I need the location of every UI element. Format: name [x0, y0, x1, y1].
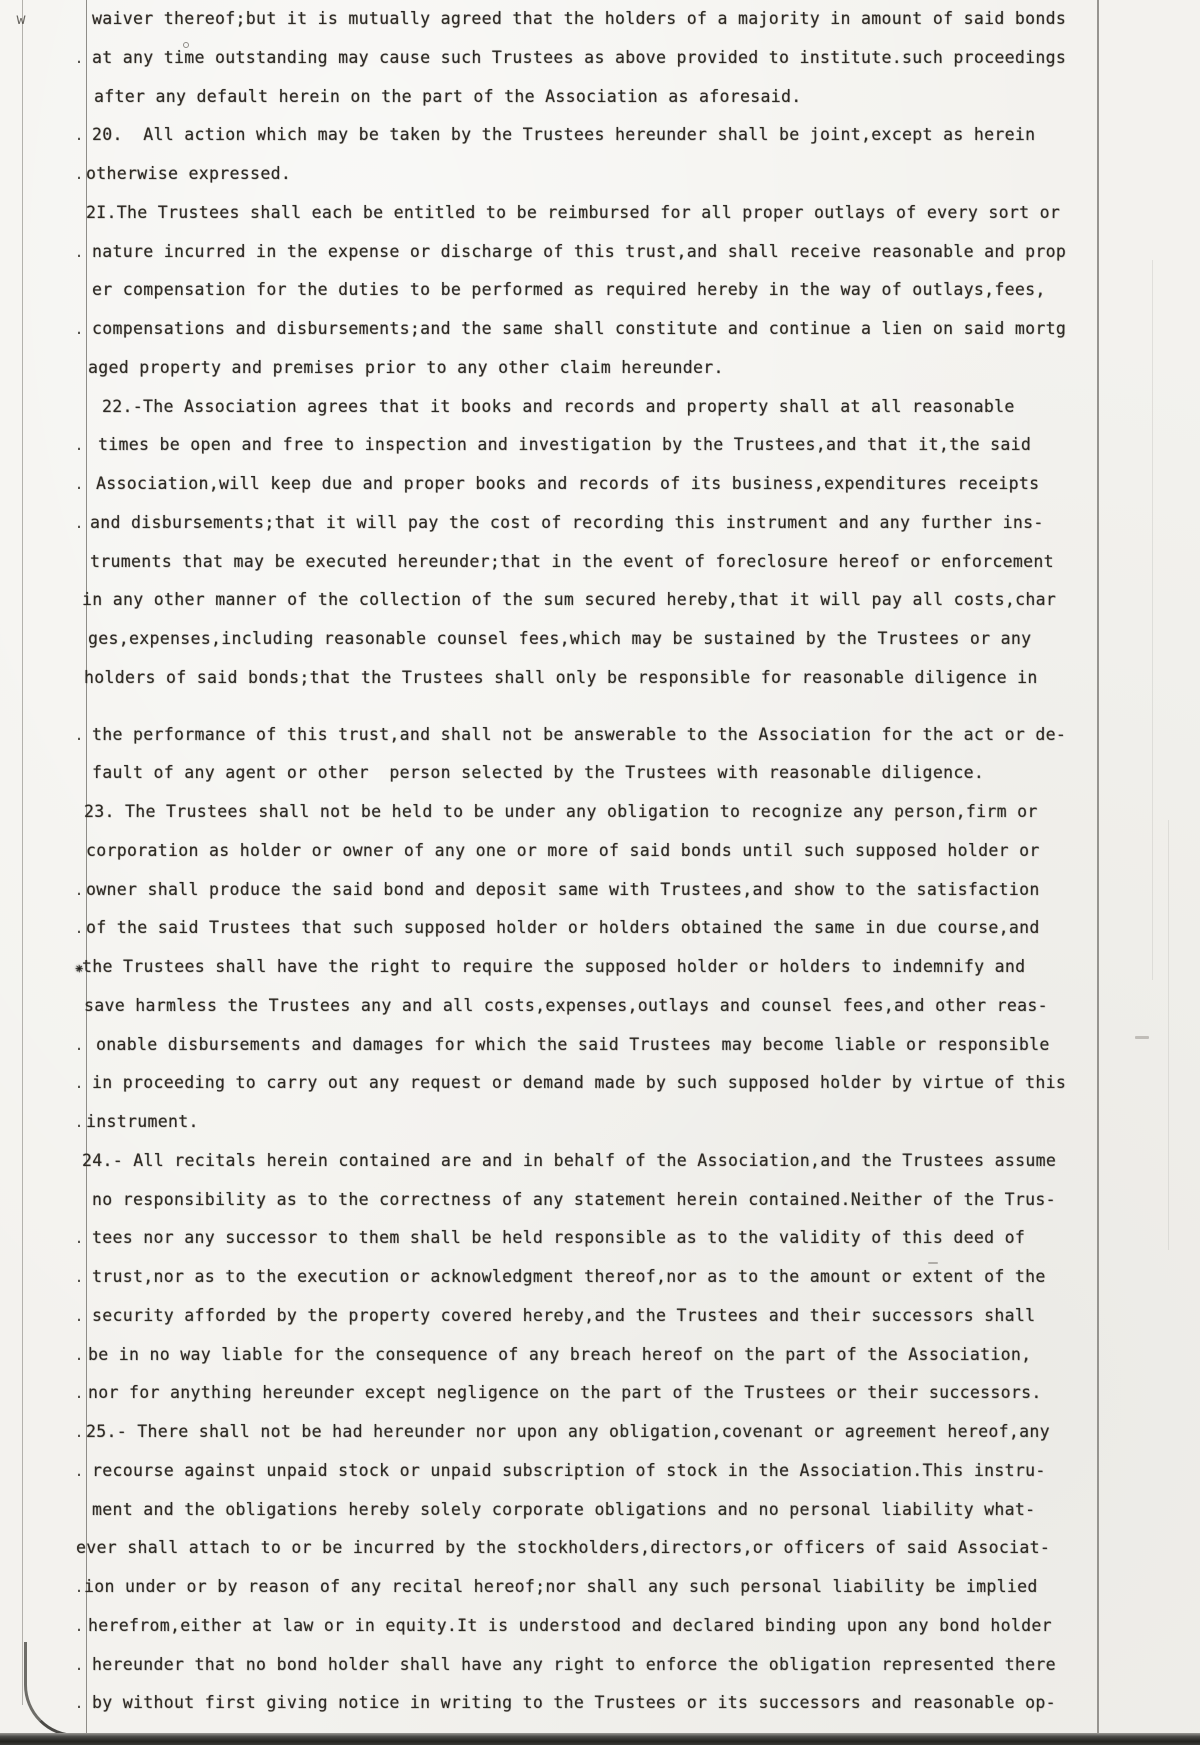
margin-mark: .	[74, 1306, 84, 1325]
document-line	[66, 543, 1126, 582]
document-line	[66, 1026, 1126, 1065]
margin-mark: .	[74, 1384, 84, 1403]
line-text: no responsibility as to the correctness of any statement herein contained.Neither of the Trus-	[92, 1189, 1056, 1209]
line-text: fault of any agent or other person selected by the Trustees with reasonable diligence.	[92, 763, 985, 783]
line-text: ever shall attach to or be incurred by the stockholders,directors,or officers of said Associat-	[76, 1538, 1051, 1558]
margin-mark: .	[74, 1461, 84, 1480]
document-line	[66, 620, 1126, 659]
margin-mark: .	[74, 48, 84, 67]
line-text: instrument.	[86, 1112, 199, 1131]
margin-mark: .	[74, 880, 84, 899]
line-text: 25.- There shall not be had hereunder nor upon any obligation,covenant or agreement hereof,any	[86, 1422, 1050, 1441]
margin-mark: .	[74, 436, 84, 455]
line-text: nature incurred in the expense or discharge of this trust,and shall receive reasonable and prop	[92, 241, 1067, 261]
document-line	[66, 39, 1126, 78]
document-line	[66, 659, 1126, 698]
line-text: hereunder that no bond holder shall have any right to enforce the obligation represented there	[92, 1654, 1056, 1674]
margin-mark: .	[74, 1268, 84, 1286]
margin-mark: .	[74, 1345, 84, 1364]
line-text: er compensation for the duties to be performed as required hereby in the way of outlays,fees,	[92, 280, 1046, 300]
line-text: times be open and free to inspection and investigation by the Trustees,and that it,the said	[98, 435, 1032, 455]
margin-mark: .	[74, 725, 84, 744]
document-line	[66, 1413, 1126, 1452]
document-line	[66, 426, 1126, 465]
document-line	[66, 581, 1126, 620]
document-line	[66, 754, 1126, 793]
margin-mark: .	[74, 126, 84, 145]
margin-mark: .	[74, 1616, 84, 1635]
line-text: Association,will keep due and proper books and records of its business,expenditures receipts	[96, 474, 1040, 493]
line-text: of the said Trustees that such supposed holder or holders obtained the same in due course,and	[86, 918, 1040, 938]
document-line	[66, 1374, 1126, 1413]
page-corner-curve	[24, 1642, 147, 1737]
margin-mark: .	[74, 1423, 84, 1441]
document-line	[66, 1258, 1126, 1297]
document-line	[66, 1336, 1126, 1375]
document-line	[66, 1219, 1126, 1258]
line-text: holders of said bonds;that the Trustees shall only be responsible for reasonable diligence in	[84, 667, 1038, 687]
document-line	[66, 1491, 1126, 1530]
line-text: ment and the obligations hereby solely corporate obligations and no personal liability what-	[92, 1499, 1036, 1519]
line-text: compensations and disbursements;and the same shall constitute and continue a lien on said mortg	[92, 319, 1067, 338]
line-text: corporation as holder or owner of any one or more of said bonds until such supposed holder or	[86, 840, 1040, 860]
document-text	[16, 0, 1126, 1723]
scan-speck	[928, 1262, 938, 1264]
line-text: ion under or by reason of any recital hereof;nor shall any such personal liability be implied	[84, 1577, 1038, 1596]
margin-mark: .	[74, 1578, 84, 1596]
document-line	[66, 1646, 1126, 1685]
document-line	[66, 233, 1126, 272]
document-line	[66, 871, 1126, 910]
margin-mark: .	[74, 320, 84, 338]
document-line	[66, 310, 1126, 349]
line-text: recourse against unpaid stock or unpaid subscription of stock in the Association.This instru-	[92, 1460, 1046, 1480]
document-line	[66, 1529, 1126, 1568]
line-text: otherwise expressed.	[86, 164, 292, 183]
line-text: in any other manner of the collection of the sum secured hereby,that it will pay all costs,char	[82, 590, 1057, 610]
line-text: 20. All action which may be taken by the Trustees hereunder shall be joint,except as herein	[92, 125, 1036, 145]
line-text: herefrom,either at law or in equity.It is understood and declared binding upon any bond holder	[88, 1615, 1052, 1635]
document-line	[66, 716, 1126, 755]
line-text: be in no way liable for the consequence of any breach hereof on the part of the Association,	[88, 1344, 1032, 1364]
margin-mark: .	[74, 475, 84, 493]
document-line	[66, 465, 1126, 504]
line-text: trust,nor as to the execution or acknowledgment thereof,nor as to the amount or extent of the	[92, 1267, 1046, 1286]
document-line	[66, 1568, 1126, 1607]
scan-bottom-band	[0, 1733, 1200, 1745]
line-text: 22.-The Association agrees that it books and records and property shall at all reasonable	[102, 396, 1015, 416]
margin-mark: .	[74, 1694, 84, 1713]
line-text: 2I.The Trustees shall each be entitled to be reimbursed for all proper outlays of every sort or	[86, 202, 1061, 222]
line-text: aged property and premises prior to any other claim hereunder.	[88, 357, 724, 377]
margin-mark: .	[74, 1035, 84, 1054]
margin-mark: .	[74, 1074, 84, 1093]
line-text: save harmless the Trustees any and all costs,expenses,outlays and counsel fees,and other reas-	[84, 995, 1048, 1015]
document-line	[66, 1103, 1126, 1142]
document-line	[66, 948, 1126, 987]
document-line	[66, 116, 1126, 155]
line-text: security afforded by the property covered hereby,and the Trustees and their successors shall	[92, 1305, 1036, 1325]
line-text: truments that may be executed hereunder;that in the event of foreclosure hereof or enforcement	[90, 551, 1054, 571]
document-line	[66, 909, 1126, 948]
line-text: ges,expenses,including reasonable counsel fees,which may be sustained by the Trustees or any	[88, 629, 1032, 648]
scan-speck	[1135, 1036, 1149, 1039]
page-left-edge-line	[22, 0, 23, 1705]
document-line	[66, 987, 1126, 1026]
scan-speck	[183, 42, 189, 48]
line-text: tees nor any successor to them shall be held responsible as to the validity of this deed of	[92, 1228, 1026, 1248]
document-line	[66, 504, 1126, 543]
margin-mark: .	[74, 1229, 84, 1248]
line-text: waiver thereof;but it is mutually agreed that the holders of a majority in amount of said bonds	[92, 9, 1067, 28]
margin-mark: .	[74, 1113, 84, 1131]
margin-mark: .	[74, 1655, 84, 1674]
scan-streak	[1168, 820, 1169, 1250]
document-line	[66, 832, 1126, 871]
line-text: 24.- All recitals herein contained are and in behalf of the Association,and the Trustees assume	[82, 1150, 1057, 1170]
line-text: after any default herein on the part of the Association as aforesaid.	[94, 86, 802, 106]
document-line	[66, 78, 1126, 117]
line-text: 23. The Trustees shall not be held to be under any obligation to recognize any person,firm or	[84, 802, 1038, 821]
line-text: at any time outstanding may cause such Trustees as above provided to institute.such proceedings	[92, 47, 1067, 67]
document-line	[66, 194, 1126, 233]
line-text: the performance of this trust,and shall not be answerable to the Association for the act or de-	[92, 724, 1067, 744]
margin-mark: w	[16, 10, 26, 28]
line-text: the Trustees shall have the right to require the supposed holder or holders to indemnify and	[82, 957, 1026, 976]
document-line	[66, 1064, 1126, 1103]
line-text: owner shall produce the said bond and deposit same with Trustees,and show to the satisfaction	[86, 879, 1040, 899]
line-text: in proceeding to carry out any request or demand made by such supposed holder by virtue of this	[92, 1073, 1067, 1093]
line-text: and disbursements;that it will pay the cost of recording this instrument and any further ins-	[90, 512, 1044, 532]
document-line	[66, 155, 1126, 194]
document-line	[66, 1452, 1126, 1491]
margin-mark: .	[74, 513, 84, 532]
document-line	[66, 793, 1126, 832]
line-text: by without first giving notice in writing to the Trustees or its successors and reasonable op-	[92, 1693, 1056, 1713]
margin-mark: .	[74, 242, 84, 261]
document-line	[66, 349, 1126, 388]
document-line	[66, 1142, 1126, 1181]
document-line	[66, 1607, 1126, 1646]
line-text: nor for anything hereunder except negligence on the part of the Trustees or their successors.	[88, 1383, 1042, 1403]
document-line	[66, 1684, 1126, 1723]
line-text: onable disbursements and damages for which the said Trustees may become liable or responsible	[96, 1034, 1050, 1054]
document-line	[16, 0, 1126, 39]
margin-mark: .	[74, 165, 84, 183]
scan-streak	[1152, 260, 1153, 980]
document-line	[66, 271, 1126, 310]
document-line	[66, 388, 1126, 427]
margin-mark: .	[74, 919, 84, 938]
margin-mark: ✳	[75, 961, 83, 976]
document-line	[66, 1297, 1126, 1336]
document-line	[66, 1181, 1126, 1220]
